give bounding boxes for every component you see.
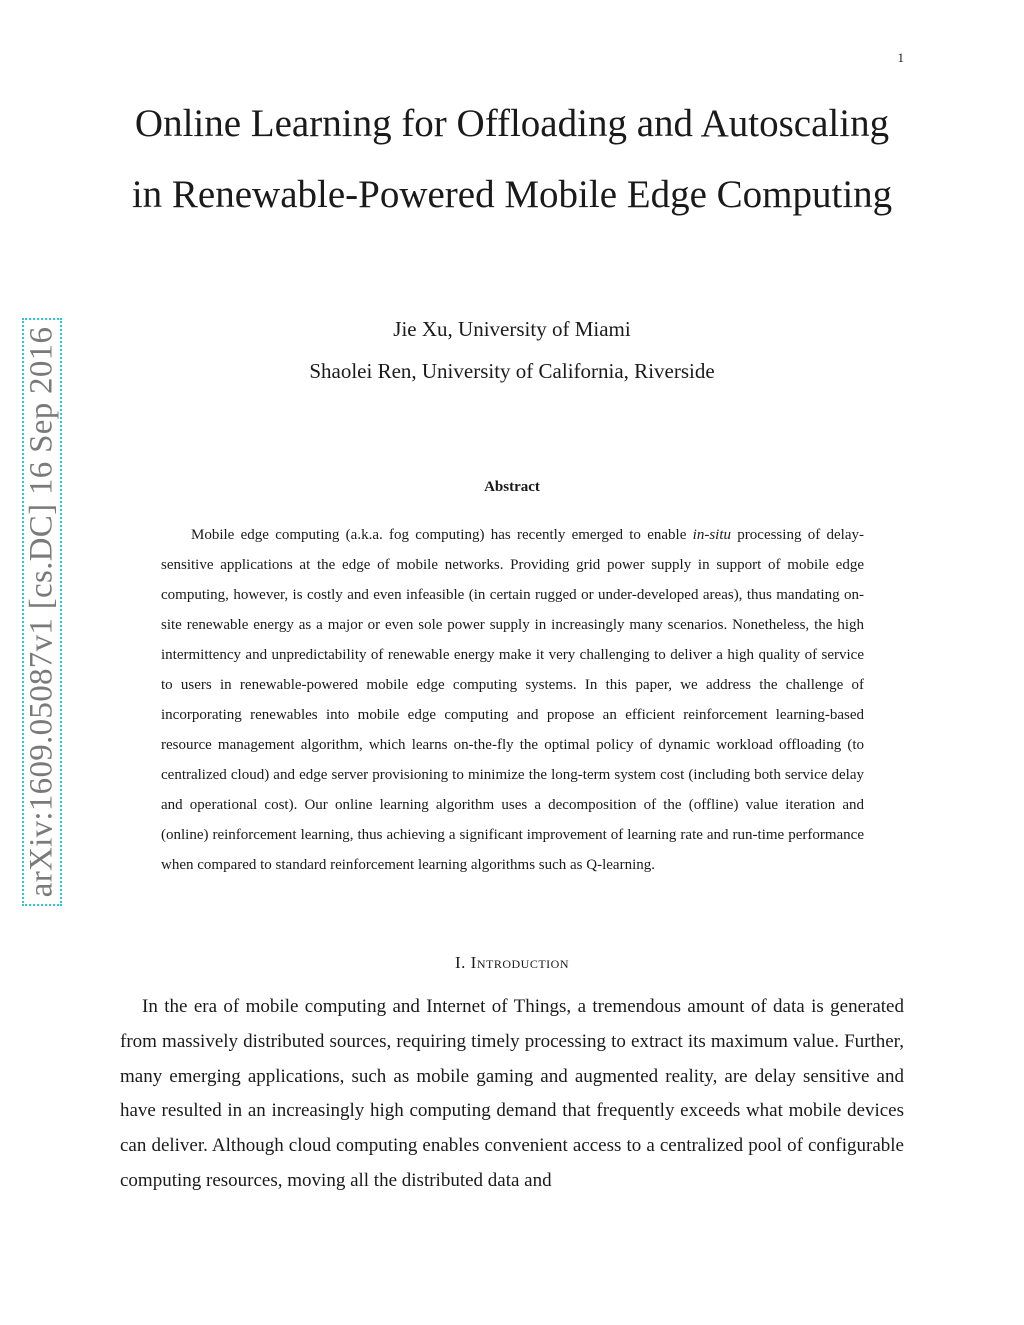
- abstract-text: [161, 520, 864, 880]
- section-number: I.: [455, 953, 466, 972]
- section-heading-introduction: [120, 953, 904, 973]
- arxiv-identifier: arXiv:1609.05087v1 [cs.DC] 16 Sep 2016: [23, 326, 60, 898]
- abstract-text-start: Mobile edge computing (a.k.a. fog computing) has recently emerged to enable: [191, 527, 693, 543]
- abstract-text-rest: processing of delay-sensitive applications at the edge of mobile networks. Providing grid power supply in support of mobile edge computing, however, is costly and even infeasible (in certain rugged or under-developed areas), thus mandating on-site renewable energy as a major or even sole power supply in increasingly many scenarios. Nonetheless, the high intermittency and unpredictability of renewable energy make it very challenging to deliver a high quality of service to users in renewable-powered mobile edge computing systems. In this paper, we address the challenge of incorporating renewables into mobile edge computing and propose an efficient reinforcement learning-based resource management algorithm, which learns on-the-fly the optimal policy of dynamic workload offloading (to centralized cloud) and edge server provisioning to minimize the long-term system cost (including both service delay and operational cost). Our online learning algorithm uses a decomposition of the (offline) value iteration and (online) reinforcement learning, thus achieving a significant improvement of learning rate and run-time performance when compared to standard reinforcement learning algorithms such as Q-learning.: [161, 527, 864, 873]
- paper-title: Online Learning for Offloading and Autoscaling in Renewable-Powered Mobile Edge Computing: [131, 102, 893, 216]
- author-affiliation: Jie Xu, University of Miami: [393, 317, 631, 341]
- page-number: 1: [897, 50, 904, 65]
- author-list: [120, 308, 904, 392]
- section-title: Introduction: [470, 953, 569, 972]
- introduction-paragraph: In the era of mobile computing and Internet of Things, a tremendous amount of data is generated from massively distributed sources, requiring timely processing to extract its maximum value. Further, many emerging applications, such as mobile gaming and augmented reality, are delay sensitive and have resulted in an increasingly high computing demand that frequently exceeds what mobile devices can deliver. Although cloud computing enables convenient access to a centralized pool of configurable computing resources, moving all the distributed data and: [120, 996, 904, 1191]
- author-affiliation: Shaolei Ren, University of California, Riverside: [309, 359, 715, 383]
- abstract-heading: Abstract: [484, 479, 540, 495]
- abstract-italic-term: in-situ: [692, 527, 731, 543]
